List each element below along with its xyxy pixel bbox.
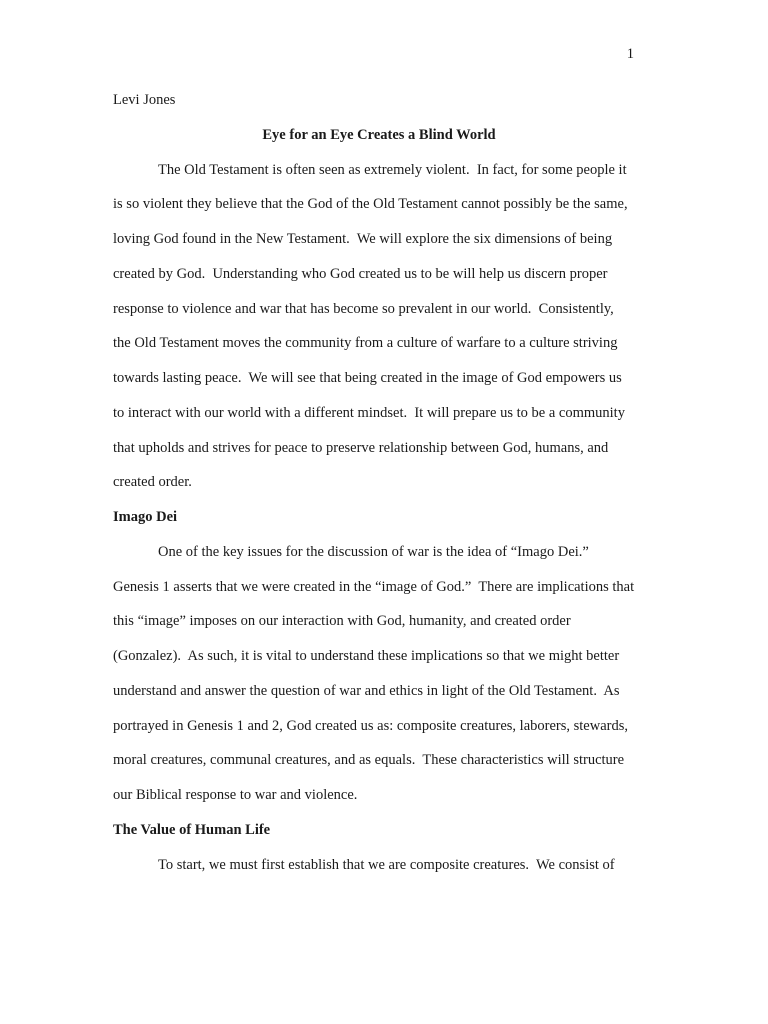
- text-line: moral creatures, communal creatures, and as equals. These characteristics will structure: [113, 752, 625, 769]
- section-heading-imago-dei: Imago Dei: [113, 509, 178, 525]
- text-line: Genesis 1 asserts that we were created in the “image of God.” There are implications that: [113, 578, 635, 595]
- paragraph-value-of-human-life: [113, 853, 653, 888]
- text-line: to interact with our world with a different mindset. It will prepare us to be a community: [113, 404, 625, 421]
- text-line: (Gonzalez). As such, it is vital to understand these implications so that we might better: [113, 648, 620, 664]
- text-line: One of the key issues for the discussion of war is the idea of “Imago Dei.”: [158, 543, 589, 560]
- text-line: that upholds and strives for peace to preserve relationship between God, humans, and: [113, 439, 609, 456]
- text-line: towards lasting peace. We will see that being created in the image of God empowers us: [113, 370, 622, 386]
- text-line: created order.: [113, 474, 192, 491]
- text-line: the Old Testament moves the community from a culture of warfare to a culture striving: [113, 335, 618, 352]
- paragraph-intro: [113, 158, 653, 506]
- text-line: this “image” imposes on our interaction with God, humanity, and created order: [113, 613, 571, 630]
- document-title: Eye for an Eye Creates a Blind World: [262, 126, 496, 143]
- text-line: To start, we must first establish that we are composite creatures. We consist of: [158, 856, 615, 873]
- text-line: response to violence and war that has become so prevalent in our world. Consistently,: [113, 300, 614, 317]
- text-line: our Biblical response to war and violence.: [113, 787, 358, 803]
- author-name: Levi Jones: [113, 92, 176, 108]
- text-line: understand and answer the question of war and ethics in light of the Old Testament. As: [113, 682, 620, 699]
- paragraph-imago-dei: [113, 540, 653, 818]
- section-heading-value-of-human-life: The Value of Human Life: [113, 821, 271, 838]
- text-line: portrayed in Genesis 1 and 2, God created us as: composite creatures, laborers, stewards,: [113, 717, 628, 734]
- text-line: loving God found in the New Testament. We will explore the six dimensions of being: [113, 231, 613, 247]
- text-line: The Old Testament is often seen as extremely violent. In fact, for some people it: [158, 161, 627, 178]
- text-line: is so violent they believe that the God of the Old Testament cannot possibly be the same,: [113, 196, 628, 213]
- text-line: created by God. Understanding who God created us to be will help us discern proper: [113, 265, 608, 282]
- page-number: 1: [626, 46, 634, 62]
- document-body: [113, 88, 653, 887]
